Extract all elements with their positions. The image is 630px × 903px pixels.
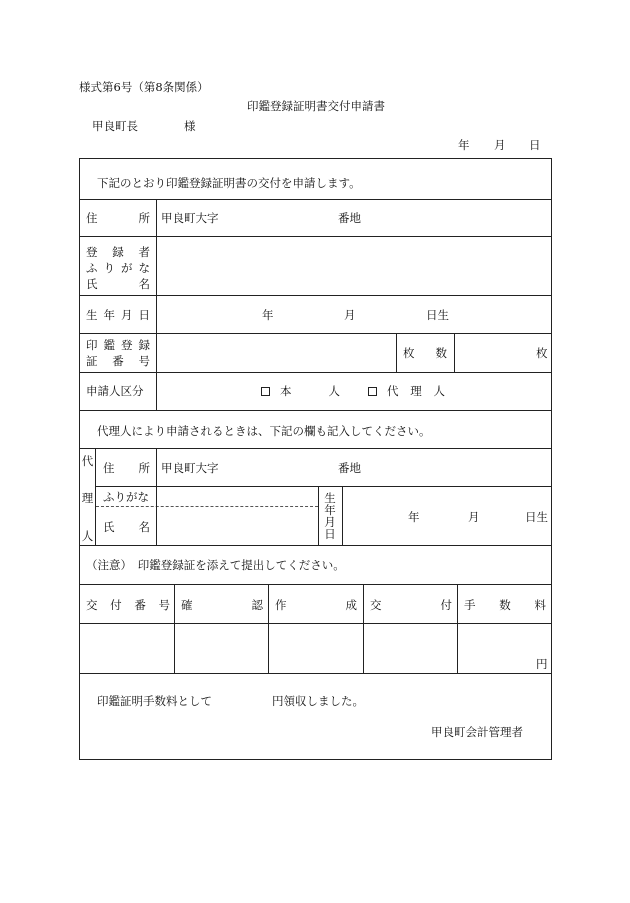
option-agent[interactable]: 代 理 人 xyxy=(368,384,445,398)
applicant-type-label: 申請人区分 xyxy=(86,384,144,398)
agent-name-label: 氏 名 xyxy=(103,520,150,534)
self-checkbox[interactable] xyxy=(261,387,270,396)
seal-number-label-1: 印 鑑 登 録 xyxy=(86,338,150,352)
agent-address-town: 甲良町大字 xyxy=(161,461,219,475)
agent-birth-day: 日生 xyxy=(525,510,548,524)
sheets-label: 枚 数 xyxy=(403,346,447,360)
note-text: （注意） 印鑑登録証を添えて提出してください。 xyxy=(86,558,345,572)
registrant-label-2: ふ り が な xyxy=(86,261,150,275)
agent-side-label-1: 代 xyxy=(81,454,94,468)
address-label: 住 所 xyxy=(86,211,150,225)
agent-birth-label-2: 年 xyxy=(324,503,336,517)
header-issue-number: 交 付 番 号 xyxy=(86,598,170,612)
address-town: 甲良町大字 xyxy=(161,211,219,225)
registrant-label-3: 氏 名 xyxy=(86,277,150,291)
agent-birth-label-4: 日 xyxy=(324,527,336,541)
receipt-suffix: 円領収しました。 xyxy=(272,694,364,708)
form-number: 様式第6号（第8条関係） xyxy=(79,80,209,94)
registrant-label-1: 登 録 者 xyxy=(86,245,150,259)
header-issue: 交 付 xyxy=(370,598,452,612)
agent-side-label-2: 理 xyxy=(81,491,94,505)
intro-text: 下記のとおり印鑑登録証明書の交付を申請します。 xyxy=(97,176,361,190)
agent-checkbox[interactable] xyxy=(368,387,377,396)
agent-address-label: 住 所 xyxy=(103,461,150,475)
agent-birth-label-1: 生 xyxy=(324,491,336,505)
treasurer: 甲良町会計管理者 xyxy=(431,725,523,739)
agent-furigana-label: ふりがな xyxy=(103,490,149,504)
agent-address-lot: 番地 xyxy=(338,461,361,475)
agent-side-label-3: 人 xyxy=(81,529,94,543)
date-year: 年 xyxy=(458,138,470,152)
addressee: 甲良町長 xyxy=(92,119,138,133)
option-self[interactable]: 本 人 xyxy=(261,384,340,398)
birthdate-label: 生 年 月 日 xyxy=(86,308,150,322)
agent-notice: 代理人により申請されるときは、下記の欄も記入してください。 xyxy=(97,424,431,438)
birth-year: 年 xyxy=(262,308,274,322)
address-lot: 番地 xyxy=(338,211,361,225)
birth-day: 日生 xyxy=(426,308,449,322)
birth-month: 月 xyxy=(344,308,356,322)
header-confirm: 確 認 xyxy=(181,598,263,612)
receipt-prefix: 印鑑証明手数料として xyxy=(97,694,212,708)
date-day: 日 xyxy=(529,138,541,152)
seal-number-label-2: 証 番 号 xyxy=(86,354,150,368)
header-create: 作 成 xyxy=(275,598,357,612)
sheets-unit: 枚 xyxy=(536,346,548,360)
form-title: 印鑑登録証明書交付申請書 xyxy=(247,99,385,113)
application-form xyxy=(79,158,552,760)
honorific: 様 xyxy=(184,119,196,133)
agent-birth-month: 月 xyxy=(468,510,480,524)
header-fee: 手 数 料 xyxy=(464,598,546,612)
agent-birth-year: 年 xyxy=(408,510,420,524)
agent-birth-label-3: 月 xyxy=(324,515,336,529)
date-month: 月 xyxy=(494,138,506,152)
fee-unit: 円 xyxy=(536,657,548,671)
